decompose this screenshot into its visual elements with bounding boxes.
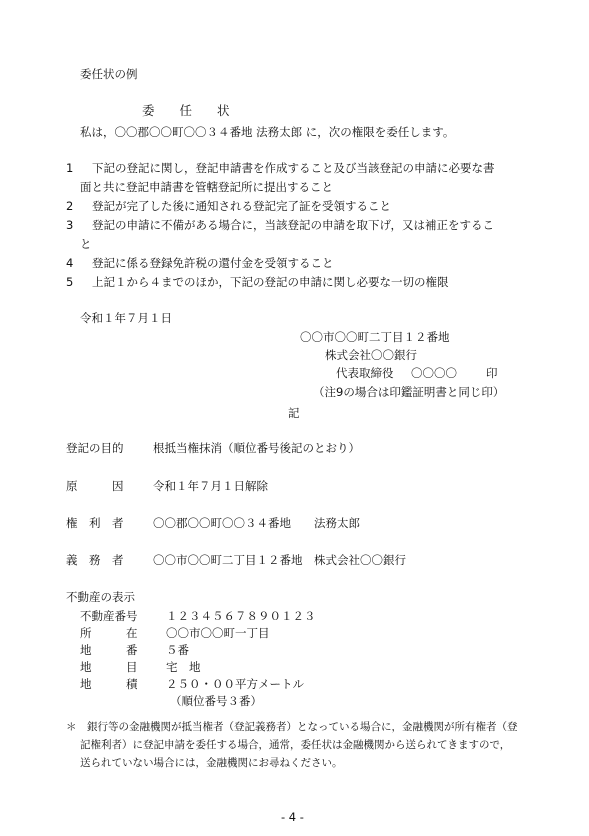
footnote-mark: ＊ bbox=[66, 721, 77, 733]
item-text-continued: と bbox=[80, 237, 92, 251]
property-value: ５番 bbox=[166, 643, 189, 657]
purpose-value: 根抵当権抹消（順位番号後記のとおり） bbox=[153, 441, 360, 455]
item-text: 登記に係る登録免許税の還付金を受領すること bbox=[92, 256, 334, 270]
property-value: 〇〇市〇〇町一丁目 bbox=[166, 626, 270, 640]
item-text-continued: 面と共に登記申請書を管轄登記所に提出すること bbox=[80, 180, 333, 194]
principal-rep-name: 〇〇〇〇 bbox=[411, 366, 457, 380]
property-heading: 不動産の表示 bbox=[66, 590, 135, 604]
purpose-label: 登記の目的 bbox=[66, 441, 124, 455]
principal-rep-label: 代表取締役 bbox=[336, 366, 394, 380]
cause-label: 原 因 bbox=[66, 479, 124, 493]
seal-mark: 印 bbox=[486, 366, 498, 380]
property-label: 不動産番号 bbox=[80, 609, 138, 623]
property-value: 宅 地 bbox=[166, 660, 201, 674]
footnote-line: 銀行等の金融機関が抵当権者（登記義務者）となっている場合に，金融機関が所有権者（登 bbox=[87, 721, 518, 733]
principal-company: 株式会社〇〇銀行 bbox=[325, 348, 417, 362]
intro-text: 私は，〇〇郡〇〇町〇〇３４番地 法務太郎 に，次の権限を委任します。 bbox=[80, 125, 455, 139]
document-title: 委 任 状 bbox=[142, 103, 230, 118]
seal-note: （注9の場合は印鑑証明書と同じ印） bbox=[313, 385, 505, 399]
item-text: 下記の登記に関し，登記申請書を作成すること及び当該登記の申請に必要な書 bbox=[92, 161, 495, 175]
property-label: 所 在 bbox=[80, 626, 138, 640]
principal-address: 〇〇市〇〇町二丁目１２番地 bbox=[300, 330, 450, 344]
document-date: 令和１年７月１日 bbox=[80, 311, 172, 325]
obligor-label: 義 務 者 bbox=[66, 553, 124, 567]
footnote-line: 送られていない場合には，金融機関にお尋ねください。 bbox=[80, 757, 343, 769]
footnote-line: 記権利者）に登記申請を委任する場合，通常，委任状は金融機関から送られてきますので， bbox=[80, 739, 511, 751]
property-rank: （順位番号３番） bbox=[170, 694, 262, 708]
property-label: 地 目 bbox=[80, 660, 138, 674]
item-text: 登記が完了した後に通知される登記完了証を受領すること bbox=[92, 199, 391, 213]
item-number: 5 bbox=[66, 275, 74, 289]
item-number: 1 bbox=[66, 161, 74, 175]
example-heading: 委任状の例 bbox=[80, 67, 138, 81]
property-label: 地 番 bbox=[80, 643, 138, 657]
property-label: 地 積 bbox=[80, 677, 138, 691]
item-text: 登記の申請に不備がある場合に，当該登記の申請を取下げ，又は補正をするこ bbox=[92, 218, 495, 232]
holder-value: 〇〇郡〇〇町〇〇３４番地 法務太郎 bbox=[153, 516, 360, 530]
page-number: - 4 - bbox=[281, 810, 304, 824]
ki-heading: 記 bbox=[288, 406, 300, 420]
item-text: 上記１から４までのほか，下記の登記の申請に関し必要な一切の権限 bbox=[92, 275, 449, 289]
cause-value: 令和１年７月１日解除 bbox=[153, 479, 268, 493]
item-number: 4 bbox=[66, 256, 74, 270]
item-number: 3 bbox=[66, 218, 74, 232]
item-number: 2 bbox=[66, 199, 74, 213]
obligor-value: 〇〇市〇〇町二丁目１２番地 株式会社〇〇銀行 bbox=[153, 553, 406, 567]
holder-label: 権 利 者 bbox=[66, 516, 124, 530]
property-value: １２３４５６７８９０１２３ bbox=[166, 609, 316, 623]
property-value: ２５０・００平方メートル bbox=[166, 677, 304, 691]
